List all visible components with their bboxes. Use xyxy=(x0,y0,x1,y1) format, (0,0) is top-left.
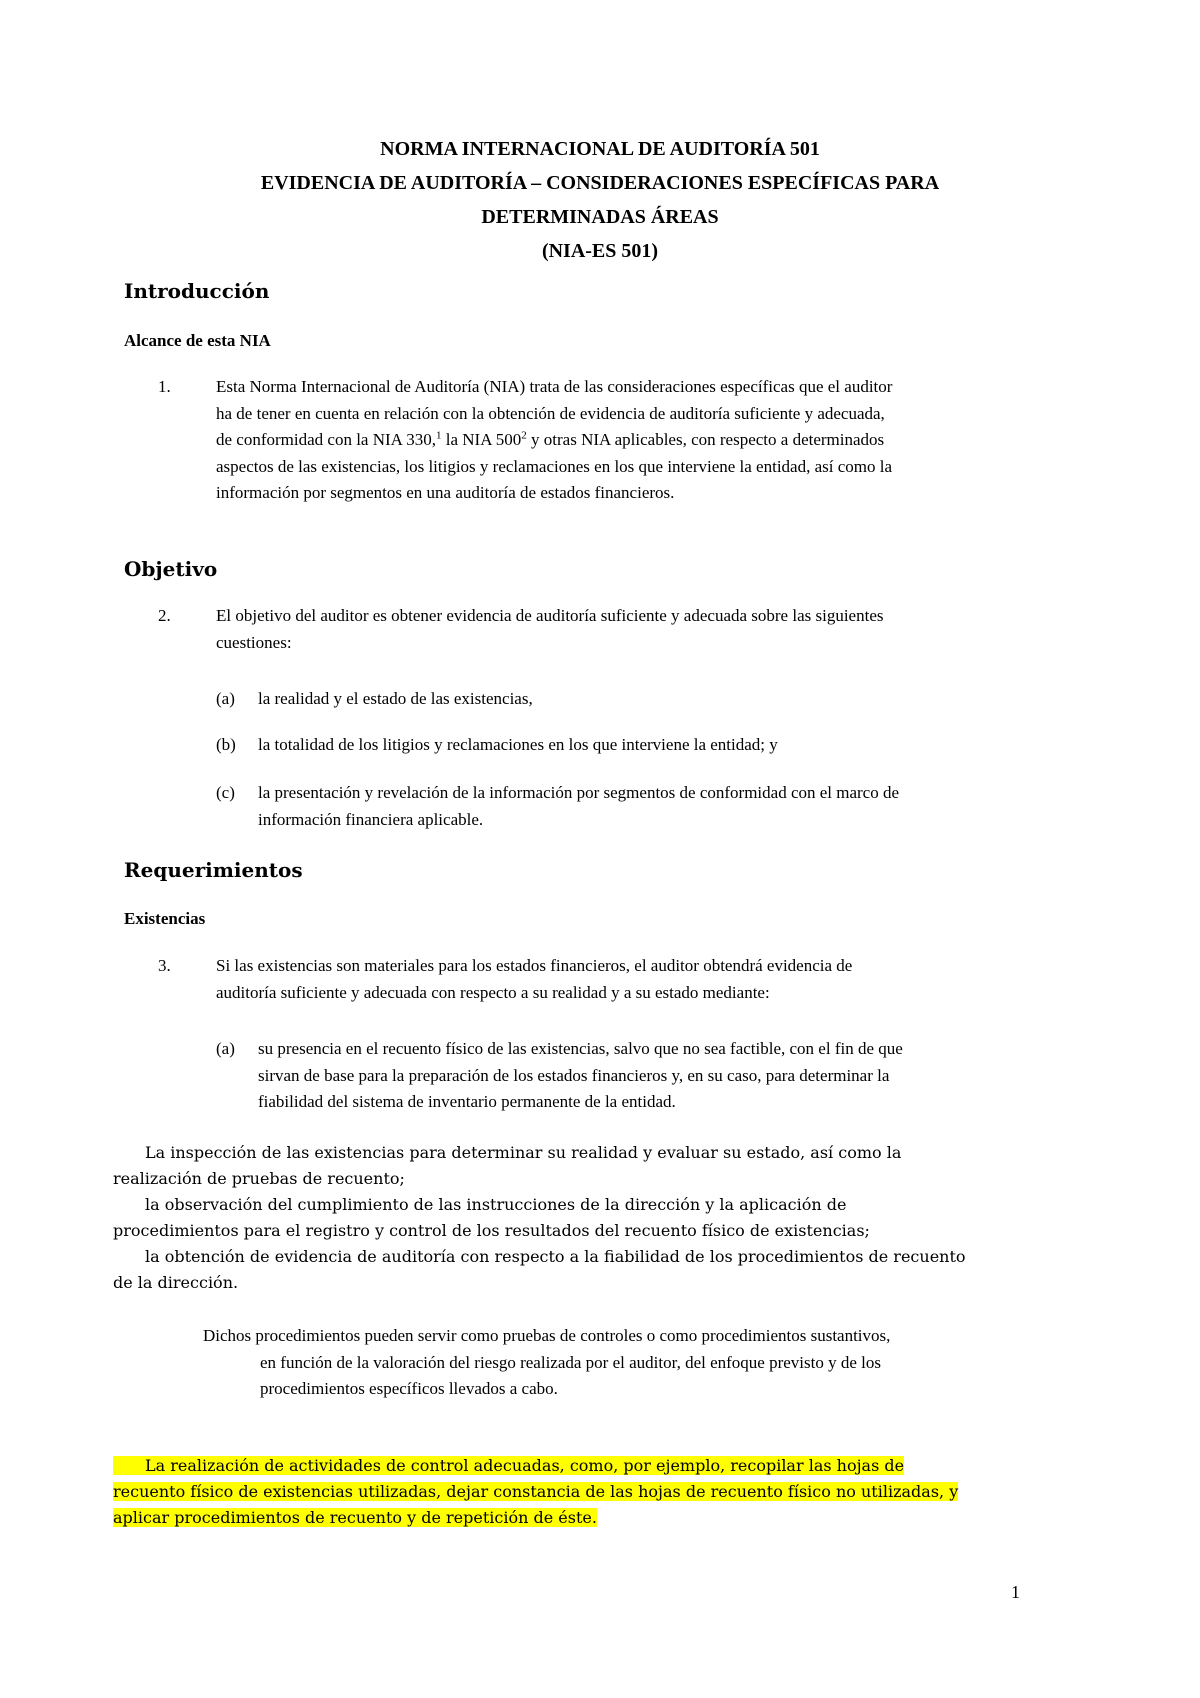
p1-line-4: aspectos de las existencias, los litigios y reclamaciones en los que interviene la entidad, así como la xyxy=(216,456,893,476)
procedure-line-3: la observación del cumplimiento de las instrucciones de la dirección y la aplicación de xyxy=(145,1195,847,1214)
p1-line-3-b: la NIA 500 xyxy=(441,430,522,449)
title-line-2: EVIDENCIA DE AUDITORÍA – CONSIDERACIONES ESPECÍFICAS PARA xyxy=(260,172,940,194)
item-c-line-2: información financiera aplicable. xyxy=(258,809,484,829)
item-c-line-1: la presentación y revelación de la información por segmentos de conformidad con el marco de xyxy=(258,783,900,802)
item-3a-text xyxy=(258,1036,1039,1116)
item-label-a: (a) xyxy=(216,689,235,708)
highlight-line-1-text: La realización de actividades de control adecuadas, como, por ejemplo, recopilar las hojas de xyxy=(113,1456,904,1475)
procedure-line-4: procedimientos para el registro y control de los resultados del recuento físico de existencias; xyxy=(113,1221,870,1240)
item-3a-line-1: su presencia en el recuento físico de las existencias, salvo que no sea factible, con el fin de que xyxy=(258,1039,903,1058)
item-a-text xyxy=(258,686,533,713)
footnote-ref-2: 2 xyxy=(521,429,527,442)
paragraph-2 xyxy=(216,603,1039,656)
note-line-2: en función de la valoración del riesgo realizada por el auditor, del enfoque previsto y de los xyxy=(260,1352,882,1372)
item-b-text xyxy=(258,732,778,759)
item-label-b: (b) xyxy=(216,735,236,754)
procedures-list xyxy=(113,1140,966,1296)
subheading-existencias: Existencias xyxy=(124,909,206,928)
highlight-line-3 xyxy=(113,1505,958,1531)
highlight-line-2 xyxy=(113,1479,958,1505)
footnote-ref-1: 1 xyxy=(436,429,442,442)
note-line-3: procedimientos específicos llevados a cabo. xyxy=(260,1379,558,1398)
paragraph-number-2: 2. xyxy=(158,606,171,625)
p3-line-2: auditoría suficiente y adecuada con respecto a su realidad y a su estado mediante: xyxy=(216,982,770,1002)
item-a-line-1: la realidad y el estado de las existencias, xyxy=(258,689,533,708)
procedure-line-2: realización de pruebas de recuento; xyxy=(113,1169,405,1188)
paragraph-1 xyxy=(216,374,1039,507)
p1-line-3-c: y otras NIA aplicables, con respecto a determinados xyxy=(526,430,885,449)
item-3a-line-2: sirvan de base para la preparación de los estados financieros y, en su caso, para determinar la xyxy=(258,1065,890,1085)
procedure-line-5: la obtención de evidencia de auditoría con respecto a la fiabilidad de los procedimientos de recuento xyxy=(145,1247,966,1266)
p3-line-1: Si las existencias son materiales para los estados financieros, el auditor obtendrá evidencia de xyxy=(216,956,853,975)
title-line-4: (NIA-ES 501) xyxy=(541,240,659,262)
item-b-line-1: la totalidad de los litigios y reclamaciones en los que interviene la entidad; y xyxy=(258,735,778,754)
highlighted-paragraph xyxy=(113,1453,958,1531)
procedures-note xyxy=(203,1323,890,1403)
document-title xyxy=(0,132,1200,268)
p2-line-1: El objetivo del auditor es obtener evidencia de auditoría suficiente y adecuada sobre las siguientes xyxy=(216,606,884,625)
p1-line-3-a: de conformidad con la NIA 330, xyxy=(216,430,436,449)
page-number: 1 xyxy=(1011,1582,1020,1602)
p1-line-3 xyxy=(216,427,1039,454)
highlight-line-1 xyxy=(113,1453,958,1479)
highlight-line-3-text: aplicar procedimientos de recuento y de repetición de éste. xyxy=(113,1508,597,1527)
procedure-line-6: de la dirección. xyxy=(113,1273,239,1292)
item-c-text xyxy=(258,780,899,833)
p1-line-1: Esta Norma Internacional de Auditoría (NIA) trata de las consideraciones específicas que el auditor xyxy=(216,377,893,396)
heading-objetivo: Objetivo xyxy=(124,557,218,581)
paragraph-number-3: 3. xyxy=(158,956,171,975)
procedure-line-1: La inspección de las existencias para determinar su realidad y evaluar su estado, así como la xyxy=(145,1143,902,1162)
title-line-1: NORMA INTERNACIONAL DE AUDITORÍA 501 xyxy=(380,138,820,160)
item-label-3a: (a) xyxy=(216,1039,235,1058)
p1-line-2: ha de tener en cuenta en relación con la obtención de evidencia de auditoría suficiente y adecuada, xyxy=(216,403,885,423)
item-label-c: (c) xyxy=(216,783,235,802)
heading-requerimientos: Requerimientos xyxy=(124,858,303,882)
heading-introduccion: Introducción xyxy=(124,279,270,303)
paragraph-3 xyxy=(216,953,1039,1006)
highlight-line-2-text: recuento físico de existencias utilizadas, dejar constancia de las hojas de recuento físico no utilizadas, y xyxy=(113,1482,959,1501)
p1-line-5: información por segmentos en una auditoría de estados financieros. xyxy=(216,483,675,502)
title-line-3: DETERMINADAS ÁREAS xyxy=(481,206,719,228)
item-3a-line-3: fiabilidad del sistema de inventario permanente de la entidad. xyxy=(258,1092,676,1111)
note-line-1: Dichos procedimientos pueden servir como pruebas de controles o como procedimientos sustantivos, xyxy=(203,1326,891,1345)
subheading-alcance: Alcance de esta NIA xyxy=(124,331,271,350)
paragraph-number-1: 1. xyxy=(158,377,171,396)
p2-line-2: cuestiones: xyxy=(216,632,292,652)
